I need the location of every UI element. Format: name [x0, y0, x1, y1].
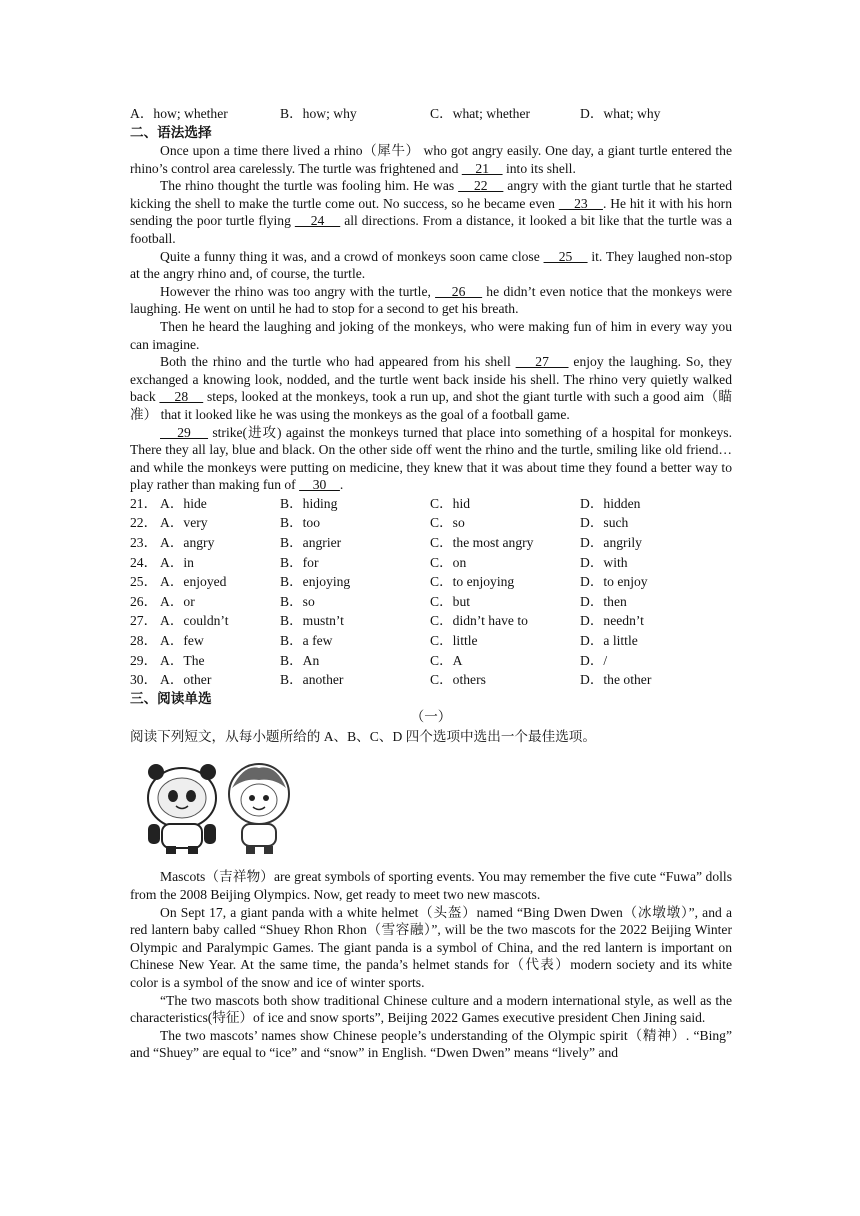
option-a: A．few — [160, 633, 204, 649]
option-d: D．with — [580, 554, 628, 570]
question-number: 23． — [130, 535, 158, 551]
option-d: D．angrily — [580, 535, 642, 551]
option-a: A．The — [160, 652, 205, 668]
passage-paragraph — [130, 142, 732, 177]
option-d: D．the other — [580, 672, 652, 688]
option-b: B．An — [280, 652, 320, 668]
answer-blank: 27 — [515, 354, 569, 370]
answer-blank: 25 — [543, 248, 588, 264]
question-row — [130, 494, 732, 514]
option-d: D．hidden — [580, 495, 641, 511]
question-row — [130, 592, 732, 612]
option-a: A．very — [160, 515, 208, 531]
option-c: C．so — [430, 515, 465, 531]
sub-title: （一） — [410, 708, 452, 724]
passage-text: However the rhino was too angry with the turtle, — [160, 283, 436, 299]
passage-text: steps, looked at the monkeys, took a run up, and shot the giant turtle with such a good aim（瞄准） that it looked like he was using the monkeys as the goal of a football game. — [130, 389, 733, 422]
option-c: C．on — [430, 554, 467, 570]
passage-text: he didn’t even notice that the monkeys were laughing. He went on until he had to stop for a second to get his breath. — [130, 283, 732, 317]
question-row — [130, 670, 732, 690]
option-b: B．so — [280, 593, 315, 609]
option-d: D．such — [580, 515, 629, 531]
option-d: D．what; why — [580, 106, 661, 122]
question-number: 29． — [130, 652, 158, 668]
passage-paragraph — [130, 353, 732, 423]
passage-text: Once upon a time there lived a rhino（犀牛） who got angry easily. One day, a giant turtle entered the rhino’s control area carelessly. The turtle was frightened and — [130, 143, 732, 176]
option-b: B．for — [280, 554, 319, 570]
passage-text: . He hit it with his horn sending the poor turtle flying — [130, 195, 733, 229]
answer-blank: 26 — [435, 283, 483, 299]
option-b: B．enjoying — [280, 574, 351, 590]
mascots-image — [134, 758, 304, 856]
option-d: D．then — [580, 593, 627, 609]
option-a: A．angry — [160, 535, 215, 551]
answer-blank: 23 — [558, 195, 603, 211]
question-row — [130, 533, 732, 553]
question-row — [130, 651, 732, 671]
option-b: B．a few — [280, 633, 333, 649]
question-list — [130, 494, 732, 690]
option-d: D．needn’t — [580, 613, 644, 629]
passage-paragraph — [130, 424, 732, 494]
question-number: 27． — [130, 613, 158, 629]
question-row — [130, 553, 732, 573]
option-b: B．too — [280, 515, 321, 531]
reading-paragraph: On Sept 17, a giant panda with a white helmet（头盔）named “Bing Dwen Dwen（冰墩墩）”, and a red lantern baby called “Shuey Rhon Rhon（雪容融）”, will be the two mascots for the 2022 Beijing Winter Olympic and Paralympic Games. The giant panda is a symbol of China, and the red lantern is important on Chinese New Year. At the same time, the panda’s helmet stands for（代表）modern society and its white color is a symbol of the snow and ice of winter sports. — [130, 904, 732, 990]
question-number: 21． — [130, 495, 158, 511]
question-row — [130, 513, 732, 533]
question-row — [130, 572, 732, 592]
option-d: D．to enjoy — [580, 574, 648, 590]
option-a: A．in — [160, 554, 194, 570]
reading-paragraph: The two mascots’ names show Chinese people’s understanding of the Olympic spirit（精神）. “Bing” and “Shuey” are equal to “ice” and “snow” in English. “Dwen Dwen” means “lively” and — [130, 1027, 732, 1061]
option-a: A．enjoyed — [160, 574, 227, 590]
question-number: 24． — [130, 554, 158, 570]
question-row — [130, 611, 732, 631]
option-a: A．couldn’t — [160, 613, 229, 629]
option-a: A．or — [160, 593, 195, 609]
option-a: A．hide — [160, 495, 207, 511]
option-b: B．hiding — [280, 495, 338, 511]
passage-text: all directions. From a distance, it looked a bit like that the turtle was a football. — [130, 213, 732, 246]
option-c: C．but — [430, 593, 471, 609]
option-c: C．little — [430, 633, 478, 649]
prev-question-options — [130, 104, 732, 124]
question-row — [130, 631, 732, 651]
option-c: C．the most angry — [430, 535, 534, 551]
instruction: 阅读下列短文，从每小题所给的 A、B、C、D 四个选项中选出一个最佳选项。 — [130, 728, 596, 744]
passage-paragraph — [130, 248, 732, 283]
passage-text: Both the rhino and the turtle who had appeared from his shell — [160, 354, 516, 370]
answer-blank: 30 — [299, 477, 340, 493]
option-a: A．other — [160, 672, 212, 688]
question-number: 26． — [130, 593, 158, 609]
passage-text: angry with the giant turtle that he started kicking the shell to make the turtle come out. No success, so he became even — [130, 178, 733, 211]
option-d: D．/ — [580, 652, 608, 668]
passage-paragraph — [130, 177, 732, 247]
section-2-title: 二、语法选择 — [130, 125, 212, 140]
question-number: 22． — [130, 515, 158, 531]
passage-text: Quite a funny thing it was, and a crowd of monkeys soon came close — [160, 248, 544, 264]
option-c: C．to enjoying — [430, 574, 515, 590]
reading-passage — [130, 868, 732, 1062]
question-number: 28． — [130, 633, 158, 649]
option-b: B．angrier — [280, 535, 342, 551]
grammar-passage — [130, 142, 732, 494]
option-c: C．what; whether — [430, 106, 531, 122]
passage-text: Then he heard the laughing and joking of the monkeys, who were making fun of him in every way you can imagine. — [130, 318, 732, 352]
section-3-title: 三、阅读单选 — [130, 690, 212, 706]
option-b: B．mustn’t — [280, 613, 344, 629]
option-c: C．hid — [430, 495, 471, 511]
reading-paragraph: Mascots（吉祥物）are great symbols of sporting events. You may remember the five cute “Fuwa” dolls from the 2008 Beijing Olympics. Now, get ready to meet two new mascots. — [130, 869, 732, 902]
option-c: C．others — [430, 672, 486, 688]
passage-paragraph — [130, 318, 732, 353]
answer-blank: 29 — [160, 424, 209, 440]
reading-paragraph: “The two mascots both show traditional Chinese culture and a modern international style, as well as the characteristics(特征）of ice and snow sports”, Beijing 2022 Games executive president Chen Jining said. — [130, 992, 732, 1026]
option-d: D．a little — [580, 633, 638, 649]
question-number: 30． — [130, 672, 158, 688]
question-number: 25． — [130, 574, 158, 590]
answer-blank: 21 — [461, 160, 503, 176]
answer-blank: 28 — [159, 389, 204, 405]
passage-text: strike(进攻) against the monkeys turned that place into something of a hospital for monkeys. There they all lay, blue and black. On the other side off went the rhino and the turtle, smiling like old friend… and while the monkeys were putting on medicine, they knew that it was about time they found a better way to play rather than making fun of — [130, 424, 732, 493]
option-c: C．didn’t have to — [430, 613, 528, 629]
option-a: A．how; whether — [130, 106, 228, 122]
passage-text: it. They laughed non-stop at the angry rhino and, of course, the turtle. — [130, 248, 733, 282]
answer-blank: 24 — [294, 213, 341, 229]
document-page — [130, 104, 732, 1062]
passage-text: The rhino thought the turtle was fooling him. He was — [160, 178, 459, 194]
option-c: C．A — [430, 652, 463, 668]
passage-text: into its shell. — [502, 160, 576, 176]
option-b: B．another — [280, 672, 344, 688]
answer-blank: 22 — [458, 178, 504, 194]
option-b: B．how; why — [280, 106, 357, 122]
passage-text: . — [339, 477, 344, 493]
passage-text: enjoy the laughing. So, they exchanged a knowing look, nodded, and the turtle went back inside his shell. The rhino very quietly walked back — [130, 354, 733, 405]
passage-paragraph — [130, 283, 732, 318]
